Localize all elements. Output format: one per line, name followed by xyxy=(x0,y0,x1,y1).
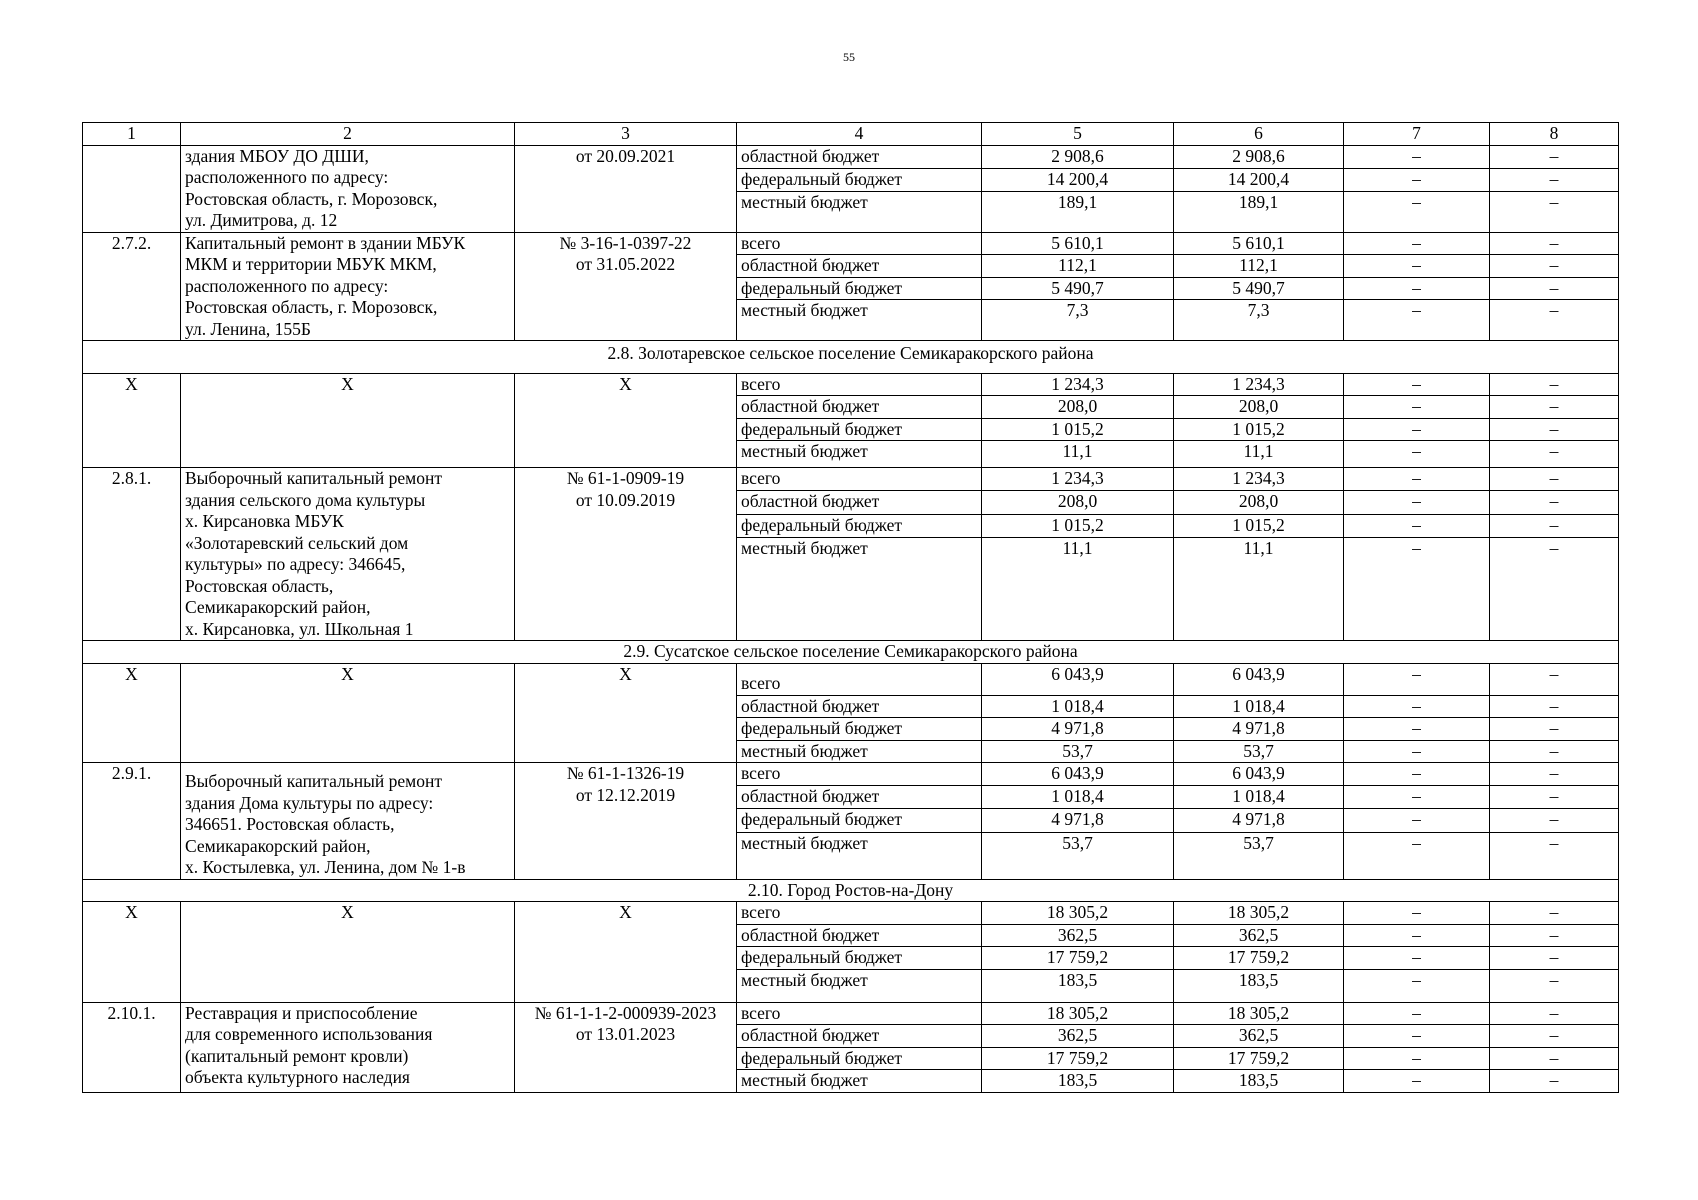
budget-label: федеральный бюджет xyxy=(737,947,982,970)
x-cell: Х xyxy=(181,902,515,1003)
dash-cell: – xyxy=(1490,1002,1619,1025)
header-cell: 4 xyxy=(737,123,982,146)
document-ref: № 61-1-1326-19 от 12.12.2019 xyxy=(515,763,737,880)
dash-cell: – xyxy=(1490,832,1619,879)
budget-label: областной бюджет xyxy=(737,145,982,168)
dash-cell: – xyxy=(1344,538,1490,641)
dash-cell: – xyxy=(1344,300,1490,341)
value-cell: 18 305,2 xyxy=(1174,1002,1344,1025)
dash-cell: – xyxy=(1344,763,1490,786)
dash-cell: – xyxy=(1490,145,1619,168)
dash-cell: – xyxy=(1344,191,1490,232)
value-cell: 1 015,2 xyxy=(1174,418,1344,441)
table-header-row xyxy=(83,123,1619,146)
table-row xyxy=(83,1002,1619,1025)
header-cell: 2 xyxy=(181,123,515,146)
value-cell: 11,1 xyxy=(982,538,1174,641)
object-name: здания МБОУ ДО ДШИ, расположенного по адресу: Ростовская область, г. Морозовск, ул. Димитрова, д. 12 xyxy=(181,145,515,232)
dash-cell: – xyxy=(1344,373,1490,396)
table-row xyxy=(83,145,1619,168)
dash-cell: – xyxy=(1490,969,1619,1002)
table-row xyxy=(83,373,1619,396)
value-cell: 11,1 xyxy=(1174,441,1344,468)
dash-cell: – xyxy=(1490,491,1619,514)
dash-cell: – xyxy=(1344,1070,1490,1093)
dash-cell: – xyxy=(1490,418,1619,441)
dash-cell: – xyxy=(1490,373,1619,396)
value-cell: 362,5 xyxy=(982,924,1174,947)
budget-label: всего xyxy=(737,373,982,396)
budget-label: местный бюджет xyxy=(737,191,982,232)
value-cell: 4 971,8 xyxy=(982,809,1174,832)
value-cell: 183,5 xyxy=(982,1070,1174,1093)
value-cell: 1 018,4 xyxy=(1174,695,1344,718)
section-title: 2.8. Золотаревское сельское поселение Семикаракорского района xyxy=(83,341,1619,374)
dash-cell: – xyxy=(1344,1002,1490,1025)
dash-cell: – xyxy=(1344,418,1490,441)
section-row xyxy=(83,879,1619,902)
dash-cell: – xyxy=(1490,441,1619,468)
value-cell: 4 971,8 xyxy=(1174,718,1344,741)
budget-label: всего xyxy=(737,1002,982,1025)
dash-cell: – xyxy=(1490,786,1619,809)
x-cell: Х xyxy=(515,663,737,763)
budget-label: местный бюджет xyxy=(737,300,982,341)
value-cell: 53,7 xyxy=(982,832,1174,879)
budget-label: всего xyxy=(737,663,982,695)
row-number: 2.7.2. xyxy=(83,232,181,341)
budget-label: областной бюджет xyxy=(737,396,982,419)
value-cell: 17 759,2 xyxy=(982,1047,1174,1070)
page-number: 55 xyxy=(843,50,855,64)
value-cell: 1 018,4 xyxy=(982,786,1174,809)
x-cell: Х xyxy=(83,373,181,468)
value-cell: 208,0 xyxy=(982,396,1174,419)
dash-cell: – xyxy=(1490,277,1619,300)
object-name: Капитальный ремонт в здании МБУК МКМ и территории МБУК МКМ, расположенного по адресу: Ростовская область, г. Морозовск, ул. Ленина, 155Б xyxy=(181,232,515,341)
value-cell: 1 018,4 xyxy=(982,695,1174,718)
value-cell: 11,1 xyxy=(982,441,1174,468)
budget-label: федеральный бюджет xyxy=(737,277,982,300)
budget-label: всего xyxy=(737,902,982,925)
dash-cell: – xyxy=(1490,1070,1619,1093)
value-cell: 1 015,2 xyxy=(982,514,1174,537)
value-cell: 6 043,9 xyxy=(982,763,1174,786)
value-cell: 53,7 xyxy=(982,740,1174,763)
dash-cell: – xyxy=(1490,191,1619,232)
document-ref: от 20.09.2021 xyxy=(515,145,737,232)
value-cell: 6 043,9 xyxy=(1174,663,1344,695)
dash-cell: – xyxy=(1344,277,1490,300)
value-cell: 362,5 xyxy=(1174,1025,1344,1048)
budget-label: федеральный бюджет xyxy=(737,418,982,441)
budget-label: областной бюджет xyxy=(737,1025,982,1048)
value-cell: 53,7 xyxy=(1174,740,1344,763)
x-cell: Х xyxy=(83,663,181,763)
table-row xyxy=(83,468,1619,491)
value-cell: 208,0 xyxy=(1174,396,1344,419)
value-cell: 4 971,8 xyxy=(1174,809,1344,832)
value-cell: 208,0 xyxy=(1174,491,1344,514)
document-ref: № 3-16-1-0397-22 от 31.05.2022 xyxy=(515,232,737,341)
dash-cell: – xyxy=(1344,740,1490,763)
budget-label: местный бюджет xyxy=(737,740,982,763)
dash-cell: – xyxy=(1344,396,1490,419)
value-cell: 1 234,3 xyxy=(982,468,1174,491)
dash-cell: – xyxy=(1490,695,1619,718)
dash-cell: – xyxy=(1490,1025,1619,1048)
object-name: Реставрация и приспособление для современного использования (капитальный ремонт кровли) объекта культурного наследия xyxy=(181,1002,515,1092)
header-cell: 1 xyxy=(83,123,181,146)
budget-label: областной бюджет xyxy=(737,695,982,718)
table-row xyxy=(83,232,1619,255)
header-cell: 7 xyxy=(1344,123,1490,146)
header-cell: 5 xyxy=(982,123,1174,146)
header-cell: 6 xyxy=(1174,123,1344,146)
x-cell: Х xyxy=(83,902,181,1003)
section-row xyxy=(83,641,1619,664)
dash-cell: – xyxy=(1344,809,1490,832)
value-cell: 362,5 xyxy=(982,1025,1174,1048)
budget-label: местный бюджет xyxy=(737,538,982,641)
dash-cell: – xyxy=(1490,718,1619,741)
value-cell: 17 759,2 xyxy=(982,947,1174,970)
value-cell: 5 610,1 xyxy=(1174,232,1344,255)
value-cell: 14 200,4 xyxy=(982,168,1174,191)
dash-cell: – xyxy=(1344,902,1490,925)
budget-label: местный бюджет xyxy=(737,969,982,1002)
dash-cell: – xyxy=(1344,168,1490,191)
value-cell: 1 018,4 xyxy=(1174,786,1344,809)
row-number: 2.8.1. xyxy=(83,468,181,641)
value-cell: 1 015,2 xyxy=(982,418,1174,441)
object-name: Выборочный капитальный ремонт здания сельского дома культуры х. Кирсановка МБУК «Золотаревский сельский дом культуры» по адресу: 346645, Ростовская область, Семикаракорский район, х. Кирсановка, ул. Школьная 1 xyxy=(181,468,515,641)
dash-cell: – xyxy=(1344,1047,1490,1070)
value-cell: 17 759,2 xyxy=(1174,947,1344,970)
dash-cell: – xyxy=(1344,255,1490,278)
dash-cell: – xyxy=(1344,1025,1490,1048)
budget-label: областной бюджет xyxy=(737,786,982,809)
dash-cell: – xyxy=(1490,300,1619,341)
budget-label: федеральный бюджет xyxy=(737,809,982,832)
value-cell: 17 759,2 xyxy=(1174,1047,1344,1070)
section-title: 2.9. Сусатское сельское поселение Семикаракорского района xyxy=(83,641,1619,664)
budget-label: областной бюджет xyxy=(737,255,982,278)
budget-label: областной бюджет xyxy=(737,924,982,947)
dash-cell: – xyxy=(1344,145,1490,168)
value-cell: 1 234,3 xyxy=(982,373,1174,396)
table-row xyxy=(83,663,1619,695)
value-cell: 183,5 xyxy=(1174,1070,1344,1093)
value-cell: 4 971,8 xyxy=(982,718,1174,741)
x-cell: Х xyxy=(181,663,515,763)
value-cell: 183,5 xyxy=(982,969,1174,1002)
value-cell: 1 234,3 xyxy=(1174,373,1344,396)
budget-label: всего xyxy=(737,232,982,255)
dash-cell: – xyxy=(1490,924,1619,947)
dash-cell: – xyxy=(1490,740,1619,763)
dash-cell: – xyxy=(1344,514,1490,537)
dash-cell: – xyxy=(1490,1047,1619,1070)
value-cell: 18 305,2 xyxy=(982,902,1174,925)
x-cell: Х xyxy=(515,373,737,468)
value-cell: 112,1 xyxy=(1174,255,1344,278)
dash-cell: – xyxy=(1344,491,1490,514)
dash-cell: – xyxy=(1490,663,1619,695)
dash-cell: – xyxy=(1490,232,1619,255)
dash-cell: – xyxy=(1344,441,1490,468)
value-cell: 5 610,1 xyxy=(982,232,1174,255)
dash-cell: – xyxy=(1490,947,1619,970)
dash-cell: – xyxy=(1490,468,1619,491)
table-row xyxy=(83,902,1619,925)
row-number xyxy=(83,145,181,232)
dash-cell: – xyxy=(1490,809,1619,832)
value-cell: 6 043,9 xyxy=(1174,763,1344,786)
dash-cell: – xyxy=(1490,396,1619,419)
value-cell: 18 305,2 xyxy=(982,1002,1174,1025)
budget-label: федеральный бюджет xyxy=(737,718,982,741)
dash-cell: – xyxy=(1344,832,1490,879)
budget-label: всего xyxy=(737,763,982,786)
budget-label: федеральный бюджет xyxy=(737,168,982,191)
dash-cell: – xyxy=(1344,969,1490,1002)
value-cell: 18 305,2 xyxy=(1174,902,1344,925)
x-cell: Х xyxy=(515,902,737,1003)
dash-cell: – xyxy=(1344,718,1490,741)
dash-cell: – xyxy=(1344,232,1490,255)
row-number: 2.9.1. xyxy=(83,763,181,880)
value-cell: 2 908,6 xyxy=(1174,145,1344,168)
value-cell: 6 043,9 xyxy=(982,663,1174,695)
dash-cell: – xyxy=(1490,538,1619,641)
value-cell: 112,1 xyxy=(982,255,1174,278)
budget-label: областной бюджет xyxy=(737,491,982,514)
value-cell: 1 234,3 xyxy=(1174,468,1344,491)
budget-label: местный бюджет xyxy=(737,1070,982,1093)
value-cell: 11,1 xyxy=(1174,538,1344,641)
dash-cell: – xyxy=(1344,468,1490,491)
value-cell: 2 908,6 xyxy=(982,145,1174,168)
dash-cell: – xyxy=(1344,924,1490,947)
header-cell: 3 xyxy=(515,123,737,146)
section-row xyxy=(83,341,1619,374)
row-number: 2.10.1. xyxy=(83,1002,181,1092)
value-cell: 362,5 xyxy=(1174,924,1344,947)
dash-cell: – xyxy=(1490,514,1619,537)
budget-label: всего xyxy=(737,468,982,491)
budget-label: местный бюджет xyxy=(737,441,982,468)
table-row xyxy=(83,763,1619,786)
dash-cell: – xyxy=(1490,168,1619,191)
budget-label: местный бюджет xyxy=(737,832,982,879)
value-cell: 7,3 xyxy=(982,300,1174,341)
x-cell: Х xyxy=(181,373,515,468)
dash-cell: – xyxy=(1490,902,1619,925)
document-ref: № 61-1-1-2-000939-2023 от 13.01.2023 xyxy=(515,1002,737,1092)
value-cell: 5 490,7 xyxy=(1174,277,1344,300)
value-cell: 208,0 xyxy=(982,491,1174,514)
value-cell: 14 200,4 xyxy=(1174,168,1344,191)
dash-cell: – xyxy=(1344,947,1490,970)
budget-table xyxy=(82,122,1619,1093)
dash-cell: – xyxy=(1490,763,1619,786)
dash-cell: – xyxy=(1490,255,1619,278)
document-ref: № 61-1-0909-19 от 10.09.2019 xyxy=(515,468,737,641)
value-cell: 189,1 xyxy=(1174,191,1344,232)
budget-label: федеральный бюджет xyxy=(737,514,982,537)
budget-label: федеральный бюджет xyxy=(737,1047,982,1070)
value-cell: 7,3 xyxy=(1174,300,1344,341)
dash-cell: – xyxy=(1344,663,1490,695)
value-cell: 1 015,2 xyxy=(1174,514,1344,537)
value-cell: 189,1 xyxy=(982,191,1174,232)
value-cell: 183,5 xyxy=(1174,969,1344,1002)
object-name: Выборочный капитальный ремонт здания Дома культуры по адресу: 346651. Ростовская область, Семикаракорский район, х. Костылевка, ул. Ленина, дом № 1-в xyxy=(181,763,515,880)
header-cell: 8 xyxy=(1490,123,1619,146)
dash-cell: – xyxy=(1344,695,1490,718)
value-cell: 53,7 xyxy=(1174,832,1344,879)
dash-cell: – xyxy=(1344,786,1490,809)
value-cell: 5 490,7 xyxy=(982,277,1174,300)
section-title: 2.10. Город Ростов-на-Дону xyxy=(83,879,1619,902)
